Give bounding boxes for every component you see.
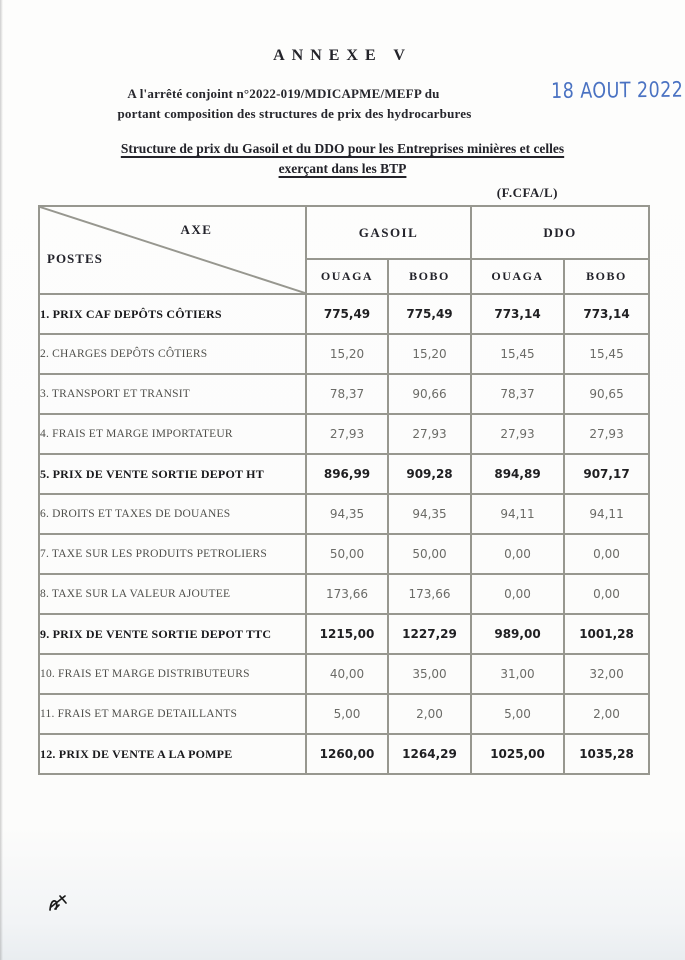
row-label: 11. FRAIS ET MARGE DETAILLANTS <box>39 694 306 734</box>
value-cell: 989,00 <box>471 614 564 654</box>
subheader-gasoil-ouaga: OUAGA <box>306 259 388 294</box>
row-label: 2. CHARGES DEPÔTS CÔTIERS <box>39 334 306 374</box>
subheader-ddo-ouaga: OUAGA <box>471 259 564 294</box>
value-cell: 94,11 <box>564 494 649 534</box>
row-label: 5. PRIX DE VENTE SORTIE DEPOT HT <box>39 454 306 494</box>
document-title-line-1: Structure de prix du Gasoil et du DDO pour les Entreprises minières et celles <box>120 141 565 156</box>
value-cell: 78,37 <box>471 374 564 414</box>
value-cell: 35,00 <box>388 654 471 694</box>
value-cell: 173,66 <box>388 574 471 614</box>
value-cell: 32,00 <box>564 654 649 694</box>
row-label: 1. PRIX CAF DEPÔTS CÔTIERS <box>39 294 306 334</box>
value-cell: 0,00 <box>471 534 564 574</box>
value-cell: 27,93 <box>306 414 388 454</box>
corner-header-cell <box>39 206 306 294</box>
table-row <box>39 534 649 574</box>
value-cell: 15,20 <box>306 334 388 374</box>
row-label: 9. PRIX DE VENTE SORTIE DEPOT TTC <box>39 614 306 654</box>
value-cell: 773,14 <box>564 294 649 334</box>
row-label: 3. TRANSPORT ET TRANSIT <box>39 374 306 414</box>
value-cell: 909,28 <box>388 454 471 494</box>
table-row <box>39 414 649 454</box>
value-cell: 0,00 <box>564 574 649 614</box>
table-row <box>39 454 649 494</box>
handwritten-initial <box>46 892 72 918</box>
column-group-gasoil: GASOIL <box>306 206 471 259</box>
table-row <box>39 654 649 694</box>
corner-axis-label: AXE <box>180 222 213 237</box>
value-cell: 2,00 <box>388 694 471 734</box>
table-row <box>39 334 649 374</box>
value-cell: 1260,00 <box>306 734 388 774</box>
decree-line-2: portant composition des structures de prix des hydrocarbures <box>117 106 472 121</box>
value-cell: 173,66 <box>306 574 388 614</box>
value-cell: 15,20 <box>388 334 471 374</box>
date-stamp: 18 AOUT 2022 <box>551 77 684 104</box>
value-cell: 5,00 <box>471 694 564 734</box>
annex-title: ANNEXE V <box>273 47 412 64</box>
row-label: 4. FRAIS ET MARGE IMPORTATEUR <box>39 414 306 454</box>
value-cell: 40,00 <box>306 654 388 694</box>
value-cell: 78,37 <box>306 374 388 414</box>
value-cell: 1035,28 <box>564 734 649 774</box>
table-row <box>39 694 649 734</box>
value-cell: 94,11 <box>471 494 564 534</box>
value-cell: 773,14 <box>471 294 564 334</box>
document-title <box>0 139 685 179</box>
row-label: 6. DROITS ET TAXES DE DOUANES <box>39 494 306 534</box>
value-cell: 1001,28 <box>564 614 649 654</box>
corner-postes-label: POSTES <box>47 251 103 266</box>
value-cell: 775,49 <box>306 294 388 334</box>
value-cell: 90,66 <box>388 374 471 414</box>
value-cell: 0,00 <box>471 574 564 614</box>
table-row <box>39 294 649 334</box>
row-label: 12. PRIX DE VENTE A LA POMPE <box>39 734 306 774</box>
value-cell: 15,45 <box>564 334 649 374</box>
value-cell: 5,00 <box>306 694 388 734</box>
column-group-ddo: DDO <box>471 206 649 259</box>
currency-unit-label: (F.CFA/L) <box>496 185 558 200</box>
diagonal-divider <box>40 207 305 293</box>
value-cell: 90,65 <box>564 374 649 414</box>
value-cell: 27,93 <box>564 414 649 454</box>
value-cell: 94,35 <box>388 494 471 534</box>
value-cell: 896,99 <box>306 454 388 494</box>
value-cell: 775,49 <box>388 294 471 334</box>
value-cell: 1264,29 <box>388 734 471 774</box>
value-cell: 0,00 <box>564 534 649 574</box>
table-row <box>39 734 649 774</box>
value-cell: 27,93 <box>388 414 471 454</box>
value-cell: 50,00 <box>306 534 388 574</box>
subheader-gasoil-bobo: BOBO <box>388 259 471 294</box>
value-cell: 27,93 <box>471 414 564 454</box>
subheader-ddo-bobo: BOBO <box>564 259 649 294</box>
decree-line-1: A l'arrêté conjoint n°2022-019/MDICAPME/MEFP du <box>127 86 440 101</box>
value-cell: 1215,00 <box>306 614 388 654</box>
value-cell: 894,89 <box>471 454 564 494</box>
value-cell: 1227,29 <box>388 614 471 654</box>
value-cell: 94,35 <box>306 494 388 534</box>
value-cell: 2,00 <box>564 694 649 734</box>
table-row <box>39 494 649 534</box>
row-label: 10. FRAIS ET MARGE DISTRIBUTEURS <box>39 654 306 694</box>
table-row <box>39 374 649 414</box>
value-cell: 907,17 <box>564 454 649 494</box>
table-row <box>39 614 649 654</box>
value-cell: 50,00 <box>388 534 471 574</box>
row-label: 7. TAXE SUR LES PRODUITS PETROLIERS <box>39 534 306 574</box>
document-title-line-2: exerçant dans les BTP <box>278 161 407 176</box>
price-structure-table <box>38 205 650 775</box>
value-cell: 15,45 <box>471 334 564 374</box>
row-label: 8. TAXE SUR LA VALEUR AJOUTEE <box>39 574 306 614</box>
table-row <box>39 574 649 614</box>
value-cell: 31,00 <box>471 654 564 694</box>
value-cell: 1025,00 <box>471 734 564 774</box>
